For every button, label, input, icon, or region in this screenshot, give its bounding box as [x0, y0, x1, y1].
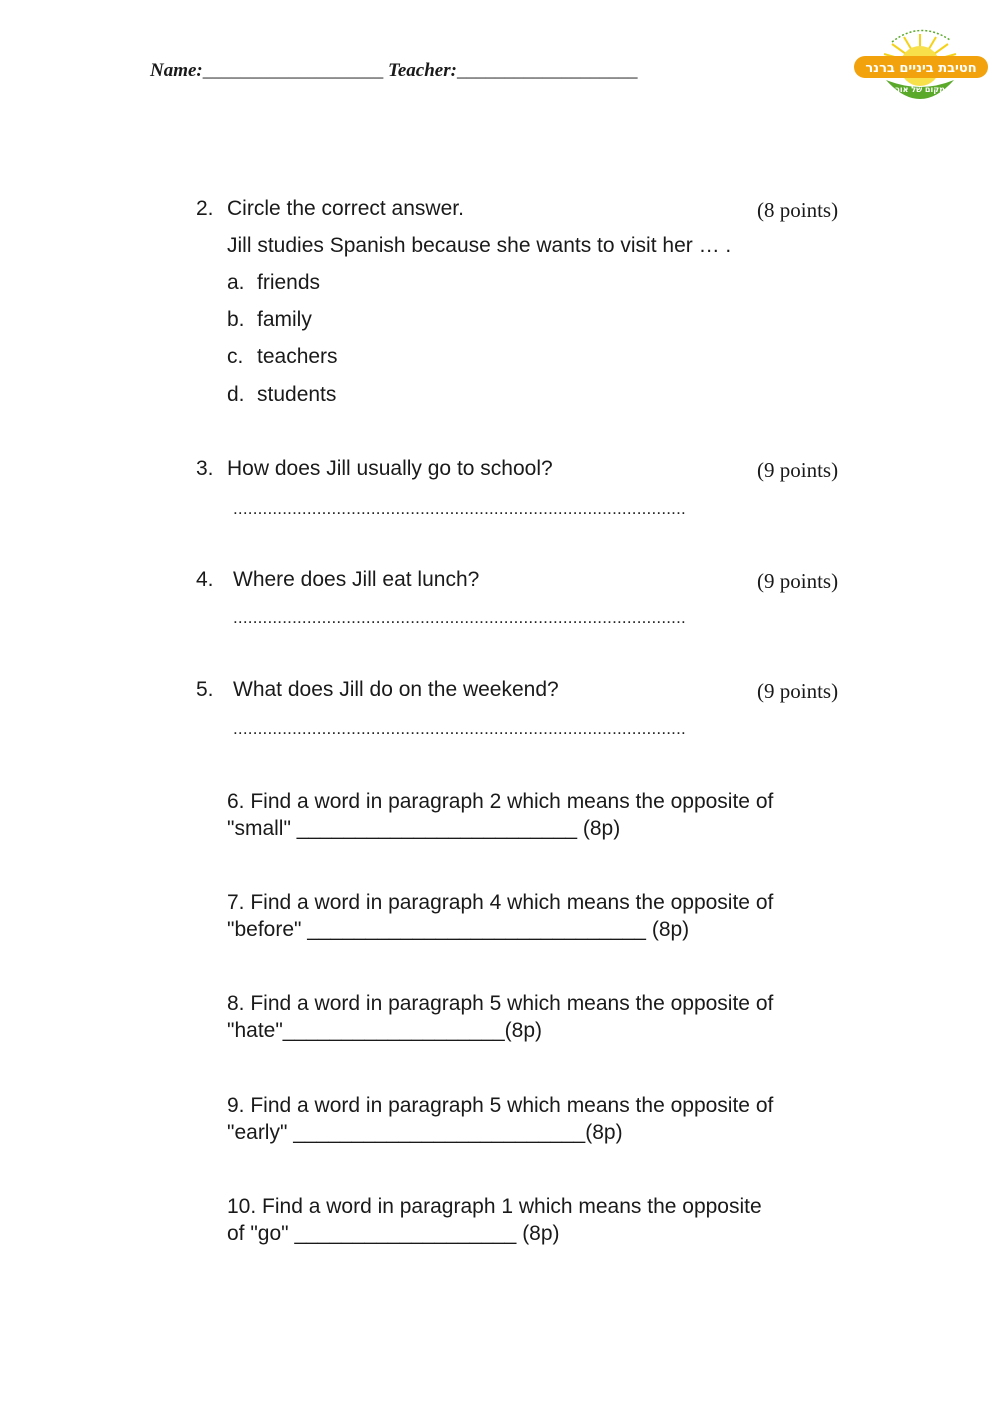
school-logo-icon — [848, 22, 990, 108]
question-9[interactable] — [227, 1092, 773, 1146]
question-line-2: "hate"___________________(8p) — [227, 1019, 543, 1042]
question-number: 5. — [196, 678, 214, 701]
option-letter: b. — [227, 308, 245, 331]
question-5 — [0, 677, 1000, 747]
question-points: (9 points) — [757, 679, 839, 703]
question-line-1: 6. Find a word in paragraph 2 which means the opposite of — [227, 790, 774, 813]
question-text: What does Jill do on the weekend? — [233, 678, 559, 701]
question-line-1: 8. Find a word in paragraph 5 which means the opposite of — [227, 992, 774, 1015]
question-number: 2. — [196, 197, 214, 220]
question-2 — [0, 196, 1000, 416]
question-8[interactable] — [227, 990, 773, 1044]
question-text: Circle the correct answer. — [227, 197, 464, 220]
question-text: Where does Jill eat lunch? — [233, 568, 480, 591]
logo-sub-text: מקום של אור — [895, 85, 945, 94]
answer-line[interactable]: ............................................................................................ — [233, 499, 686, 518]
question-points: (9 points) — [757, 569, 839, 593]
name-blank[interactable]: ___________________ — [202, 60, 384, 81]
question-line-1: 7. Find a word in paragraph 4 which means the opposite of — [227, 891, 774, 914]
question-number: 4. — [196, 568, 214, 591]
header-name-teacher — [150, 60, 637, 82]
teacher-label: Teacher: — [388, 60, 457, 81]
logo-main-text: חטיבת ביניים ברנר — [865, 61, 977, 76]
option-letter: c. — [227, 345, 244, 368]
question-text: How does Jill usually go to school? — [227, 457, 553, 480]
option-letter: d. — [227, 383, 245, 406]
question-points: (9 points) — [757, 458, 839, 482]
answer-line[interactable]: ............................................................................................ — [233, 719, 686, 738]
option-text: family — [257, 308, 312, 331]
name-label: Name: — [150, 60, 203, 81]
question-3 — [0, 456, 1000, 526]
question-stem: Jill studies Spanish because she wants to visit her … . — [227, 234, 732, 257]
question-line-1: 9. Find a word in paragraph 5 which means the opposite of — [227, 1094, 774, 1117]
option-text: friends — [257, 271, 321, 294]
question-line-2: "small" ________________________ (8p) — [227, 817, 621, 840]
question-points: (8 points) — [757, 198, 839, 222]
option-text: students — [257, 383, 337, 406]
answer-line[interactable]: ............................................................................................ — [233, 608, 686, 627]
question-line-2: of "go" ___________________ (8p) — [227, 1222, 560, 1245]
option-letter: a. — [227, 271, 245, 294]
question-line-2: "before" _____________________________ (8p) — [227, 918, 690, 941]
question-4 — [0, 567, 1000, 637]
question-7[interactable] — [227, 889, 773, 943]
question-10[interactable] — [227, 1193, 762, 1247]
teacher-blank[interactable]: ___________________ — [456, 60, 638, 81]
question-number: 3. — [196, 457, 214, 480]
option-text: teachers — [257, 345, 338, 368]
question-line-2: "early" _________________________(8p) — [227, 1121, 623, 1144]
question-6[interactable] — [227, 788, 773, 842]
question-line-1: 10. Find a word in paragraph 1 which means the opposite — [227, 1195, 762, 1218]
